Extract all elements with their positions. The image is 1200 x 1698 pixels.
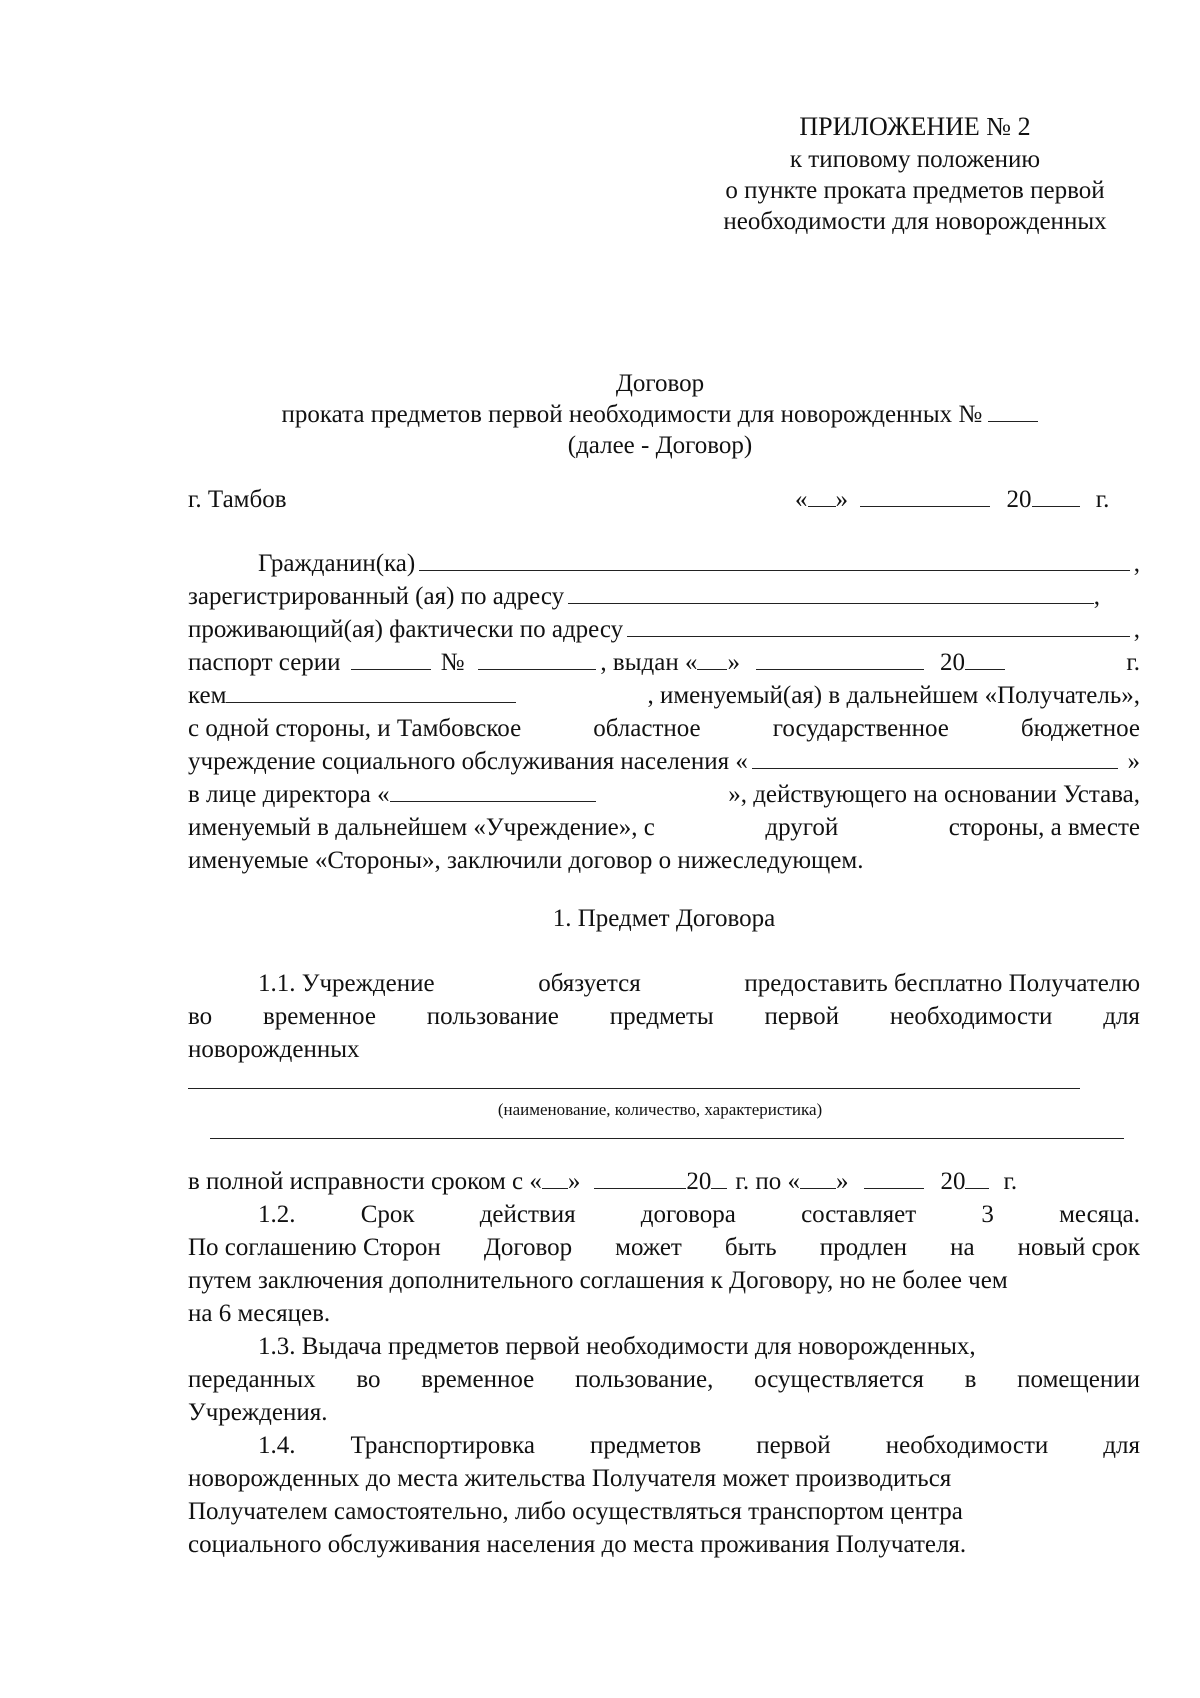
p12-word: Договор (483, 1234, 573, 1261)
side-word: областное (593, 715, 701, 742)
residing-line (188, 614, 1140, 646)
period-year-1: 20 (686, 1168, 712, 1195)
p11-line-2 (188, 1001, 1140, 1033)
p11-word: необходимости (889, 1003, 1053, 1030)
p11-word: 1.1. Учреждение (258, 970, 435, 997)
city-label: г. Тамбов (188, 486, 287, 513)
p14-line-3: Получателем самостоятельно, либо осуществляться транспортом центра (188, 1498, 963, 1525)
items-field-2[interactable] (210, 1138, 1124, 1139)
p14-word: необходимости (885, 1432, 1049, 1459)
p12-word: 1.2. (258, 1201, 296, 1228)
p11-word: предметы (609, 1003, 714, 1030)
issuer-line (188, 680, 1140, 712)
named-line (188, 812, 1140, 844)
appendix-line-1: к типовому положению (789, 146, 1041, 173)
date-day-field[interactable] (808, 484, 836, 507)
p13-line-2 (188, 1364, 1140, 1396)
p13-word: пользование, (575, 1366, 714, 1393)
appendix-title: ПРИЛОЖЕНИЕ № 2 (799, 112, 1031, 141)
named-word: стороны, а вместе (948, 814, 1140, 841)
p12-word: может (615, 1234, 682, 1261)
p11-word: временное (262, 1003, 376, 1030)
institution-name-field[interactable] (752, 746, 1118, 769)
p14-line-1 (188, 1430, 1140, 1462)
appendix-line-3: необходимости для новорожденных (723, 208, 1107, 235)
issued-close: » (727, 649, 740, 676)
contract-title: Договор (615, 370, 705, 397)
p11-word: предоставить бесплатно Получателю (744, 970, 1140, 997)
together-line: именуемые «Стороны», заключили договор о нижеследующем. (188, 847, 864, 874)
registered-label: зарегистрированный (ая) по адресу (188, 583, 565, 610)
section-1-title: 1. Предмет Договора (552, 905, 776, 932)
period-year-2: 20 (940, 1168, 966, 1195)
contract-alias: (далее - Договор) (567, 432, 753, 459)
p14-word: первой (756, 1432, 831, 1459)
items-caption: (наименование, количество, характеристика) (497, 1100, 823, 1119)
p12-word: 3 (981, 1201, 994, 1228)
p12-word: на (950, 1234, 975, 1261)
named-word: именуемый в дальнейшем «Учреждение», с (188, 814, 655, 841)
passport-series-field[interactable] (351, 647, 431, 670)
recipient-alias: , именуемый(ая) в дальнейшем «Получатель», (647, 682, 1140, 709)
period-end-year-field[interactable] (965, 1166, 989, 1189)
side-word: бюджетное (1020, 715, 1140, 742)
p13-word: временное (421, 1366, 535, 1393)
comma: , (1133, 616, 1140, 643)
named-word: другой (765, 814, 839, 841)
comma: , (1093, 583, 1100, 610)
p14-line-4: социального обслуживания населения до места проживания Получателя. (188, 1531, 967, 1558)
p11-word: пользование (426, 1003, 559, 1030)
p12-line-2 (188, 1232, 1140, 1264)
institution-line (188, 746, 1140, 778)
p12-word: месяца. (1059, 1201, 1140, 1228)
period-line (188, 1166, 1140, 1198)
contract-subtitle-text: проката предметов первой необходимости для новорожденных № (281, 401, 983, 428)
p13-word: осуществляется (754, 1366, 924, 1393)
passport-number-field[interactable] (478, 647, 596, 670)
comma: , (1133, 550, 1140, 577)
issued-day-field[interactable] (697, 647, 727, 670)
year-prefix: 20 (1006, 486, 1032, 513)
date-month-field[interactable] (860, 484, 990, 507)
director-suffix: », действующего на основании Устава, (728, 781, 1140, 808)
p12-word: продлен (819, 1234, 908, 1261)
p14-word: Транспортировка (350, 1432, 535, 1459)
p12-word: составляет (801, 1201, 917, 1228)
issuer-field[interactable] (226, 680, 516, 703)
p12-word: действия (479, 1201, 576, 1228)
p12-line-3: путем заключения дополнительного соглашения к Договору, но не более чем (188, 1267, 1008, 1294)
period-start-year-field[interactable] (711, 1166, 727, 1189)
period-mid: г. по « (735, 1168, 800, 1195)
period-close-1: » (567, 1168, 581, 1195)
appendix-line-2: о пункте проката предметов первой (725, 177, 1105, 204)
residing-address-field[interactable] (627, 614, 1130, 637)
period-end-day-field[interactable] (800, 1166, 836, 1189)
date-year-field[interactable] (1032, 484, 1080, 507)
issued-year-prefix: 20 (939, 649, 965, 676)
period-prefix: в полной исправности сроком с « (188, 1168, 542, 1195)
contract-date (795, 484, 1109, 516)
p11-word: обязуется (538, 970, 641, 997)
citizen-name-field[interactable] (419, 548, 1130, 571)
side-word: государственное (772, 715, 949, 742)
period-start-day-field[interactable] (542, 1166, 568, 1189)
p11-word: первой (764, 1003, 840, 1030)
issued-label: , выдан « (600, 649, 698, 676)
issued-month-field[interactable] (756, 647, 924, 670)
p12-word: Срок (360, 1201, 415, 1228)
p13-word: переданных (188, 1366, 316, 1393)
institution-prefix: учреждение социального обслуживания населения « (188, 748, 748, 775)
citizen-line (188, 548, 1140, 580)
citizen-label: Гражданин(ка) (258, 550, 416, 577)
p12-line-1 (188, 1199, 1140, 1231)
p13-line-1: 1.3. Выдача предметов первой необходимости для новорожденных, (258, 1333, 976, 1360)
director-line (188, 779, 1140, 811)
p11-line-1 (188, 968, 1140, 1000)
by-whom-label: кем (188, 682, 227, 709)
issued-year-field[interactable] (965, 647, 1005, 670)
issued-year-suffix: г. (1126, 649, 1140, 676)
p13-line-3: Учреждения. (188, 1399, 328, 1426)
period-start-month-field[interactable] (594, 1166, 686, 1189)
p14-word: предметов (589, 1432, 702, 1459)
p12-line-4: на 6 месяцев. (188, 1300, 331, 1327)
quote-close: » (835, 486, 848, 513)
p11-word: для (1103, 1003, 1140, 1030)
registered-address-field[interactable] (568, 581, 1094, 604)
director-name-field[interactable] (390, 779, 596, 802)
p12-word: По соглашению Сторон (188, 1234, 441, 1261)
period-suffix: г. (1003, 1168, 1018, 1195)
appendix-block (680, 110, 1150, 237)
p14-line-2: новорожденных до места жительства Получателя может производиться (188, 1465, 952, 1492)
p11-word: во (188, 1003, 213, 1030)
number-sign: № (440, 649, 465, 676)
year-suffix: г. (1095, 486, 1110, 513)
p12-word: новый срок (1017, 1234, 1140, 1261)
contract-number-field[interactable] (988, 399, 1038, 422)
p14-word: для (1103, 1432, 1140, 1459)
residing-label: проживающий(ая) фактически по адресу (188, 616, 624, 643)
registered-line (188, 581, 1140, 613)
p14-word: 1.4. (258, 1432, 296, 1459)
items-field[interactable] (188, 1088, 1080, 1089)
period-end-month-field[interactable] (864, 1166, 924, 1189)
p13-word: помещении (1017, 1366, 1140, 1393)
director-prefix: в лице директора « (188, 781, 390, 808)
p13-word: во (356, 1366, 381, 1393)
period-close-2: » (835, 1168, 849, 1195)
p13-word: в (964, 1366, 977, 1393)
p12-word: договора (640, 1201, 736, 1228)
side-word: с одной стороны, и Тамбовское (188, 715, 522, 742)
institution-close: » (1127, 748, 1140, 775)
passport-series-label: паспорт серии (188, 649, 341, 676)
quote-open: « (795, 486, 808, 513)
p11-line-3: новорожденных (188, 1036, 360, 1063)
contract-subtitle (180, 399, 1140, 430)
p12-word: быть (724, 1234, 777, 1261)
passport-line (188, 647, 1140, 679)
contract-header (180, 368, 1140, 461)
side-line (188, 713, 1140, 745)
